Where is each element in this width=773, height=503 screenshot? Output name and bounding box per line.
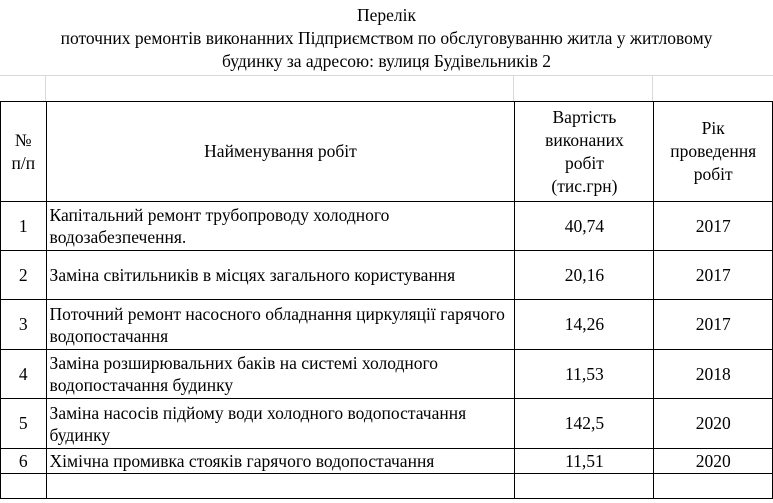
cell-cost: 20,16: [515, 251, 654, 300]
cell-cost: 11,53: [515, 350, 654, 399]
cell-year: 2020: [654, 399, 773, 449]
cell-year: 2020: [654, 449, 773, 474]
cell-num: 4: [1, 350, 47, 399]
works-table: [0, 101, 773, 499]
title-line-1: Перелік: [356, 5, 417, 25]
table-header-row: [1, 102, 773, 202]
table-row: [1, 202, 773, 251]
cell-year: 2017: [654, 202, 773, 251]
cell-num: 5: [1, 399, 47, 449]
table-row: [1, 449, 773, 474]
cell-cost: 14,26: [515, 300, 654, 350]
header-cost: Вартість виконаних робіт (тис.грн): [515, 102, 654, 202]
cell-name: Хімічна промивка стояків гарячого водопостачання: [46, 449, 515, 474]
cell-year: 2017: [654, 251, 773, 300]
cell-num: 6: [1, 449, 47, 474]
cell-cost: 11,51: [515, 449, 654, 474]
cell-num: 1: [1, 202, 47, 251]
title-line-2: поточних ремонтів виконанних Підприємством по обслуговуванню житла у житловому: [60, 28, 713, 48]
header-num: № п/п: [1, 102, 47, 202]
document-title: [0, 4, 773, 73]
cell-num: 2: [1, 251, 47, 300]
empty-cell: [46, 474, 515, 499]
gridline: [652, 75, 653, 101]
table-row: [1, 350, 773, 399]
title-line-3: будинку за адресою: вулиця Будівельників 2: [221, 51, 552, 71]
header-year: Рік проведення робіт: [654, 102, 773, 202]
empty-cell: [654, 474, 773, 499]
cell-name: Капітальний ремонт трубопроводу холодного водозабезпечення.: [46, 202, 515, 251]
header-name: Найменування робіт: [46, 102, 515, 202]
cell-name: Заміна розширювальних баків на системі холодного водопостачання будинку: [46, 350, 515, 399]
cell-year: 2017: [654, 300, 773, 350]
empty-grid-row: [1, 474, 773, 499]
gridline: [0, 75, 773, 76]
empty-cell: [515, 474, 654, 499]
table-row: [1, 300, 773, 350]
cell-num: 3: [1, 300, 47, 350]
cell-year: 2018: [654, 350, 773, 399]
cell-cost: 40,74: [515, 202, 654, 251]
table-row: [1, 399, 773, 449]
cell-name: Поточний ремонт насосного обладнання циркуляції гарячого водопостачання: [46, 300, 515, 350]
cell-cost: 142,5: [515, 399, 654, 449]
empty-cell: [1, 474, 47, 499]
gridline: [513, 75, 514, 101]
cell-name: Заміна світильників в місцях загального користування: [46, 251, 515, 300]
cell-name: Заміна насосів підйому води холодного водопостачання будинку: [46, 399, 515, 449]
table-row: [1, 251, 773, 300]
gridline: [45, 75, 46, 101]
